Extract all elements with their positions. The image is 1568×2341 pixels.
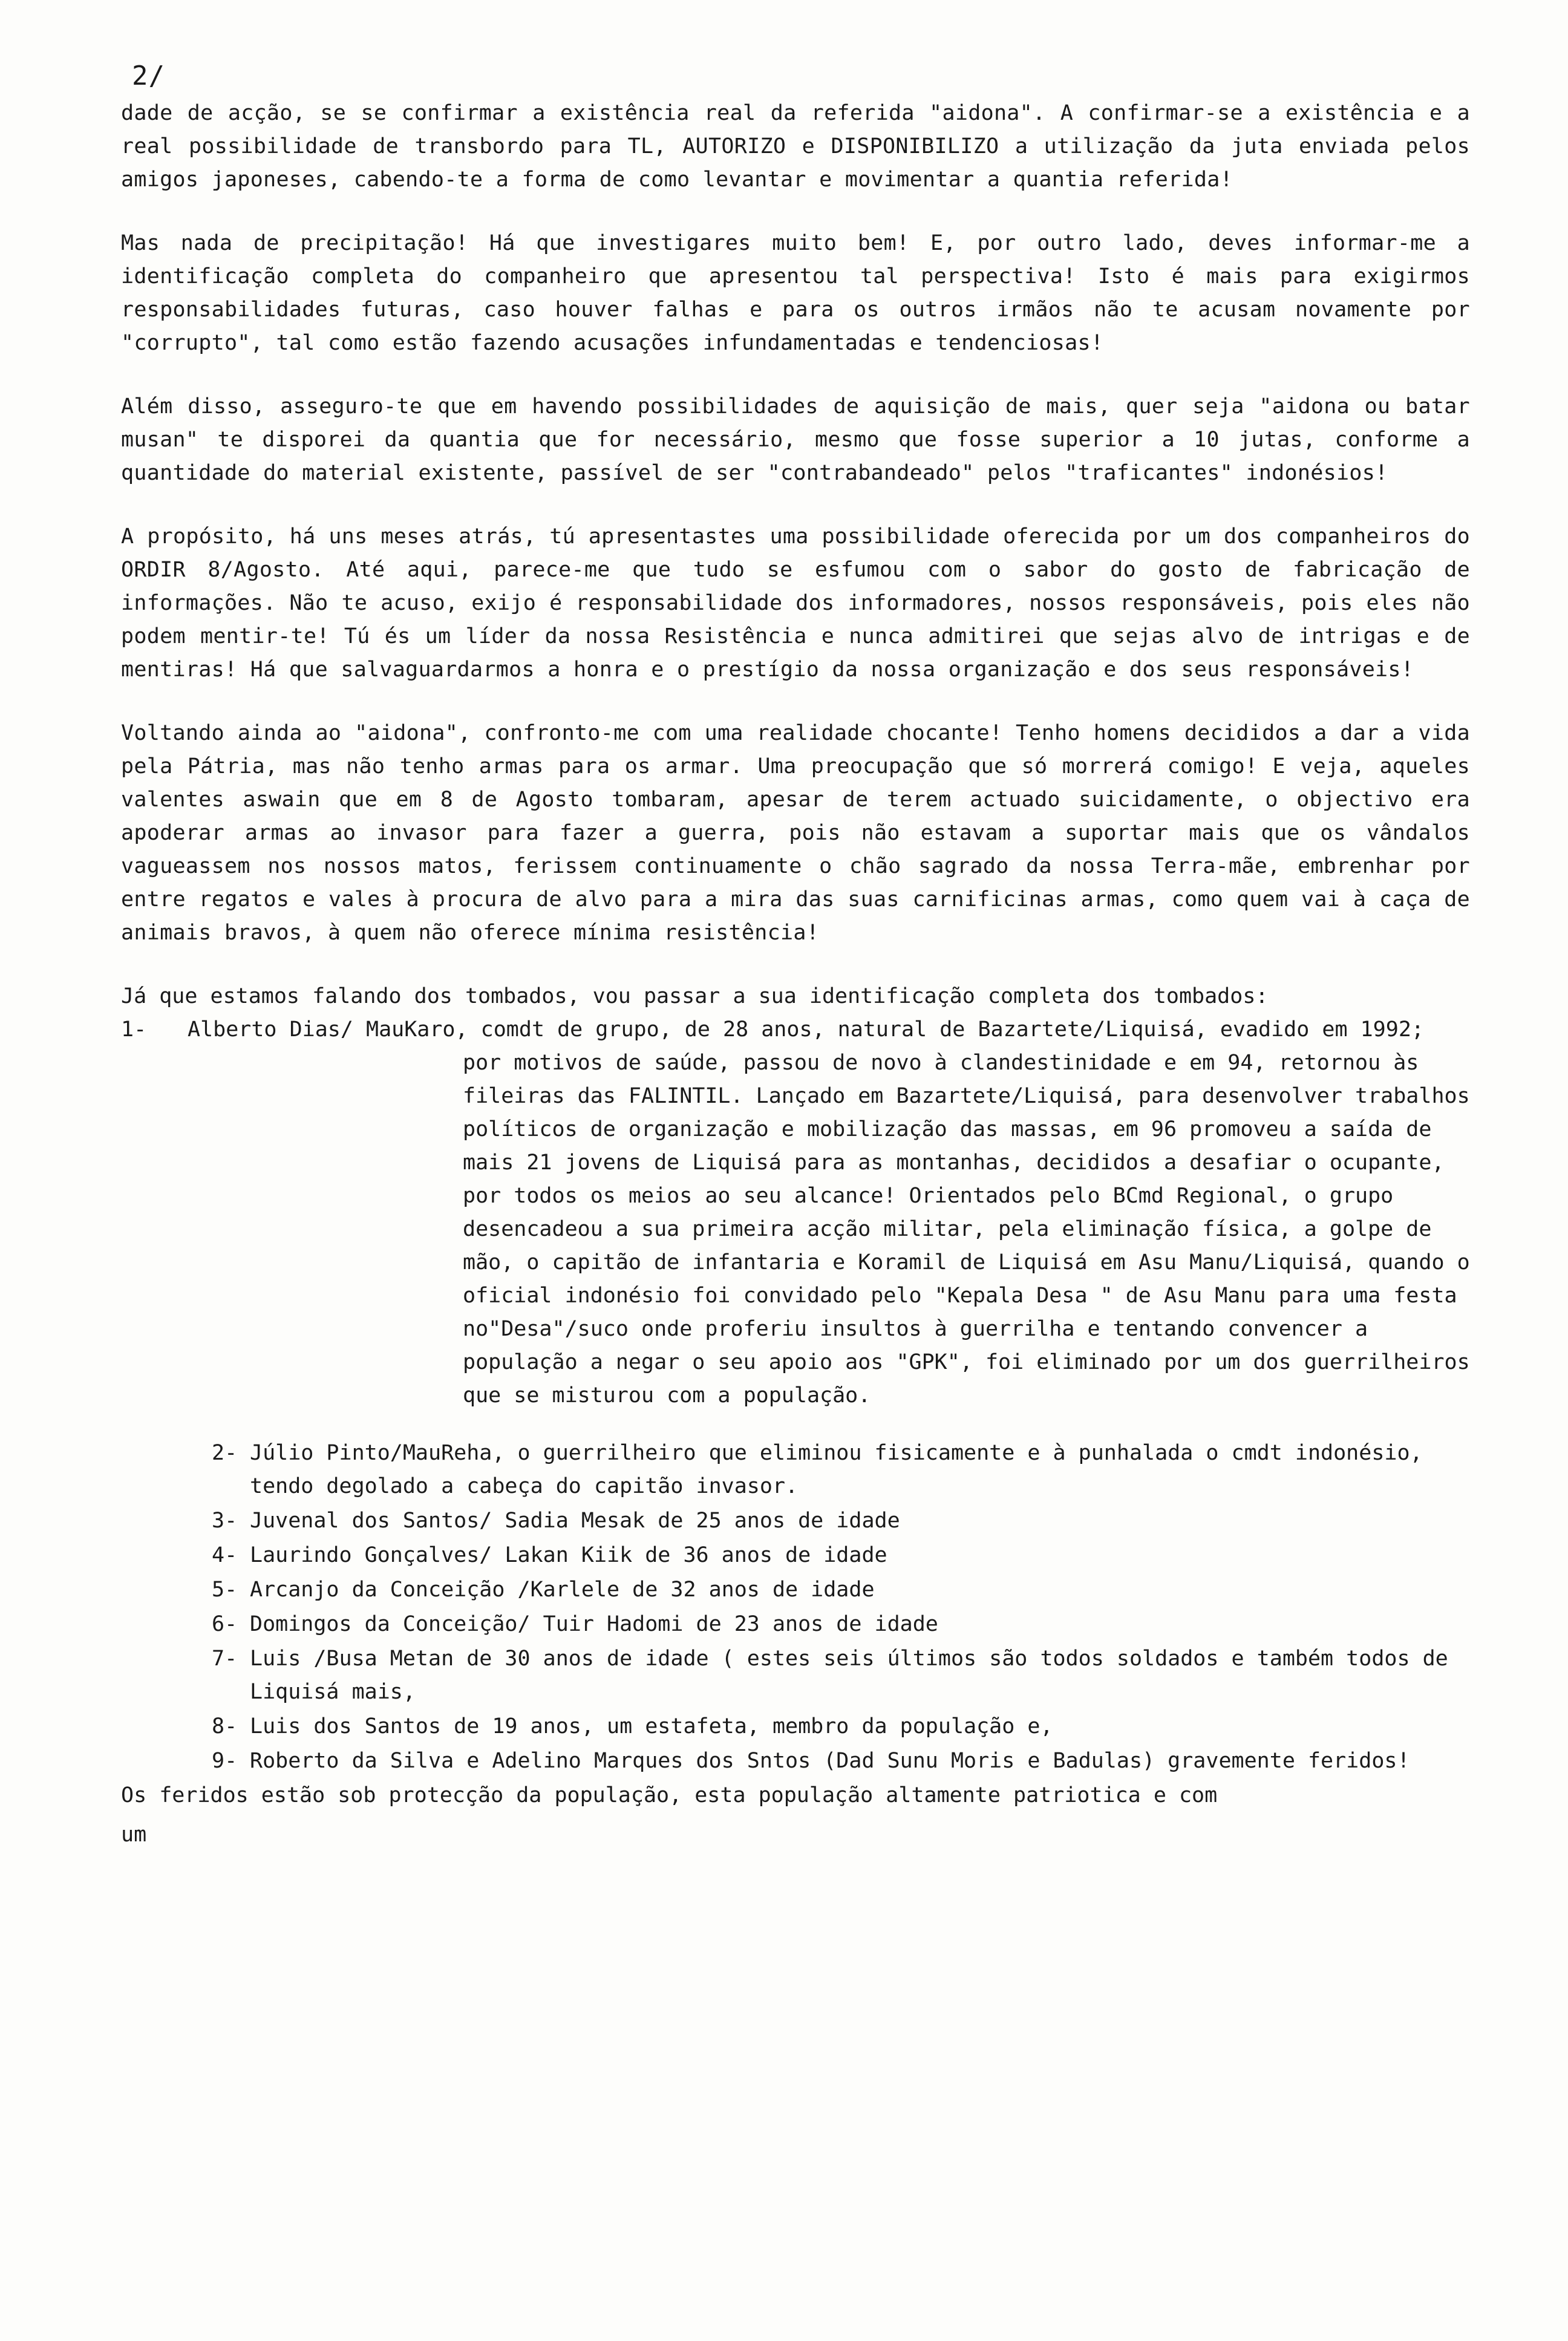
list-item-text: Laurindo Gonçalves/ Lakan Kiik de 36 anos de idade — [250, 1543, 887, 1567]
letter-body — [121, 97, 1470, 1852]
closing-continuation: um — [121, 1823, 147, 1847]
list-item — [121, 1745, 1470, 1778]
list-item-number: 3- — [212, 1509, 238, 1533]
list-intro: Já que estamos falando dos tombados, vou passar a sua identificação completa dos tombados: — [121, 984, 1269, 1008]
list-item — [121, 1573, 1470, 1607]
fallen-list — [121, 1013, 1470, 1778]
list-item-number: 9- — [212, 1749, 238, 1773]
page-number: 2/ — [132, 60, 165, 91]
list-item-text: Domingos da Conceição/ Tuir Hadomi de 23 anos de idade — [250, 1612, 938, 1636]
list-item — [121, 1642, 1470, 1709]
list-item-number: 5- — [212, 1578, 238, 1602]
list-item-number: 4- — [212, 1543, 238, 1567]
list-item-number: 1- — [121, 1017, 147, 1042]
list-item — [121, 1608, 1470, 1641]
list-item-text: Júlio Pinto/MauReha, o guerrilheiro que eliminou fisicamente e à punhalada o cmdt indonésio, tendo degolado a cabeça do capitão invasor. — [250, 1441, 1423, 1498]
list-item-text: Juvenal dos Santos/ Sadia Mesak de 25 anos de idade — [250, 1509, 900, 1533]
list-item — [121, 1013, 1470, 1412]
list-item-text: Roberto da Silva e Adelino Marques dos Sntos (Dad Sunu Moris e Badulas) gravemente feridos! — [250, 1749, 1410, 1773]
paragraph-5: Voltando ainda ao "aidona", confronto-me com uma realidade chocante! Tenho homens decididos a dar a vida pela Pátria, mas não tenho armas para os armar. Uma preocupação que só morrerá comigo! E veja, aqueles valentes aswain que em 8 de Agosto tombaram, apesar de terem actuado suicidamente, o objectivo era apoderar armas ao invasor para fazer a guerra, pois não estavam a suportar mais que os vândalos vagueassem nos nossos matos, ferissem continuamente o chão sagrado da nossa Terra-mãe, embrenhar por entre regatos e vales à procura de alvo para a mira das suas carnificinas armas, como quem vai à caça de animais bravos, à quem não oferece mínima resistência! — [121, 721, 1470, 945]
list-item-text: Arcanjo da Conceição /Karlele de 32 anos de idade — [250, 1578, 875, 1602]
list-item — [121, 1710, 1470, 1743]
paragraph-1: dade de acção, se se confirmar a existência real da referida "aidona". A confirmar-se a existência e a real possibilidade de transbordo para TL, AUTORIZO e DISPONIBILIZO a utilização da juta enviada pelos amigos japoneses, cabendo-te a forma de como levantar e movimentar a quantia referida! — [121, 101, 1470, 192]
list-item-text: Alberto Dias/ MauKaro, comdt de grupo, de 28 anos, natural de Bazartete/Liquisá, evadido em 1992; por motivos de saúde, passou de novo à clandestinidade e em 94, retornou às fileiras das FALINTIL. Lançado em Bazartete/Liquisá, para desenvolver trabalhos políticos de organização e mobilização das massas, em 96 promoveu a saída de mais 21 jovens de Liquisá para as montanhas, decididos a desafiar o ocupante, por todos os meios ao seu alcance! Orientados pelo BCmd Regional, o grupo desencadeou a sua primeira acção militar, pela eliminação física, a golpe de mão, o capitão de infantaria e Koramil de Liquisá em Asu Manu/Liquisá, quando o oficial indonésio foi convidado pelo "Kepala Desa " de Asu Manu para uma festa no"Desa"/suco onde proferiu insultos à guerrilha e tentando convencer a população a negar o seu apoio aos "GPK", foi eliminado por um dos guerrilheiros que se misturou com a população. — [188, 1017, 1470, 1408]
paragraph-4: A propósito, há uns meses atrás, tú apresentastes uma possibilidade oferecida por um dos companheiros do ORDIR 8/Agosto. Até aqui, parece-me que tudo se esfumou com o sabor do gosto de fabricação de informações. Não te acuso, exijo é responsabilidade dos informadores, nossos responsáveis, pois eles não podem mentir-te! Tú és um líder da nossa Resistência e nunca admitirei que sejas alvo de intrigas e de mentiras! Há que salvaguardarmos a honra e o prestígio da nossa organização e dos seus responsáveis! — [121, 524, 1470, 682]
list-item-text: Luis /Busa Metan de 30 anos de idade ( estes seis últimos são todos soldados e também todos de Liquisá mais, — [250, 1647, 1448, 1704]
paragraph-2: Mas nada de precipitação! Há que investigares muito bem! E, por outro lado, deves informar-me a identificação completa do companheiro que apresentou tal perspectiva! Isto é mais para exigirmos responsabilidades futuras, caso houver falhas e para os outros irmãos não te acusam novamente por "corrupto", tal como estão fazendo acusações infundamentadas e tendenciosas! — [121, 231, 1470, 355]
list-item — [121, 1504, 1470, 1538]
list-item-number: 6- — [212, 1612, 238, 1636]
list-item — [121, 1437, 1470, 1503]
list-item-number: 2- — [212, 1441, 238, 1465]
list-item-text: Luis dos Santos de 19 anos, um estafeta, membro da população e, — [250, 1714, 1053, 1739]
list-item-number: 7- — [212, 1647, 238, 1671]
paragraph-3: Além disso, asseguro-te que em havendo possibilidades de aquisição de mais, quer seja "aidona ou batar musan" te disporei da quantia que for necessário, mesmo que fosse superior a 10 jutas, conforme a quantidade do material existente, passível de ser "contrabandeado" pelos "traficantes" indonésios! — [121, 394, 1470, 485]
list-item-number: 8- — [212, 1714, 238, 1739]
list-item — [121, 1539, 1470, 1572]
closing-line: Os feridos estão sob protecção da população, esta população altamente patriotica e com — [121, 1783, 1218, 1807]
